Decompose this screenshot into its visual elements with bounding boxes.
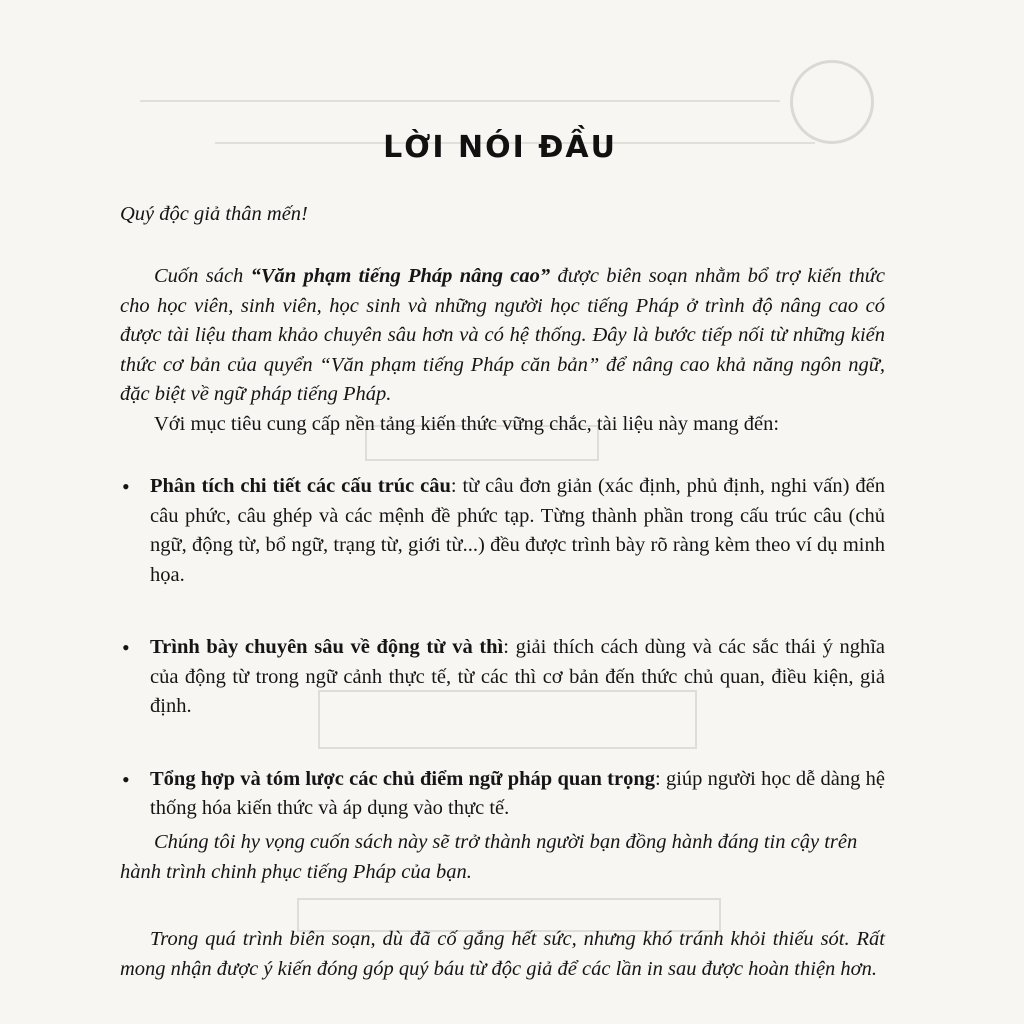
list-item-heading: Trình bày chuyên sâu về động từ và thì xyxy=(150,636,504,658)
list-item-heading: Phân tích chi tiết các cấu trúc câu xyxy=(150,475,451,497)
intro-paragraph xyxy=(120,262,885,410)
list-item-heading: Tổng hợp và tóm lược các chủ điểm ngữ pháp quan trọng xyxy=(150,767,655,790)
show-through-line xyxy=(140,100,780,102)
list-item-text: : từ câu đơn giản (xác định, phủ định, nghi vấn) đến câu phức, câu ghép và các mệnh đề phức tạp. Từng thành phần trong cấu trúc câu (chủ ngữ, động từ, bổ ngữ, trạng từ, giới từ...) đều được trình bày rõ ràng kèm theo ví dụ minh họa. xyxy=(150,475,885,586)
intro-rest: được biên soạn nhằm bổ trợ kiến thức cho học viên, sinh viên, học sinh và những người học tiếng Pháp ở trình độ nâng cao có được tài liệu tham khảo chuyên sâu hơn và có hệ thống. Đây là bước tiếp nối từ những kiến thức cơ bản của quyển “Văn phạm tiếng Pháp căn bản” để nâng cao khả năng ngôn ngữ, đặc biệt về ngữ pháp tiếng Pháp. xyxy=(120,265,886,405)
list-item xyxy=(120,472,885,590)
list-item-text: : giải thích cách dùng và các sắc thái ý nghĩa của động từ trong ngữ cảnh thực tế, từ các thì cơ bản đến thức chủ quan, điều kiện, giả định. xyxy=(150,636,885,717)
intro-book-title: “Văn phạm tiếng Pháp nâng cao” xyxy=(250,265,551,287)
greeting: Quý độc giả thân mến! xyxy=(120,203,308,225)
page-title: LỜI NÓI ĐẦU xyxy=(383,130,617,165)
goal-paragraph: Với mục tiêu cung cấp nền tảng kiến thức vững chắc, tài liệu này mang đến: xyxy=(154,413,780,435)
list-item-text: : giúp người học dễ dàng hệ thống hóa kiến thức và áp dụng vào thực tế. xyxy=(150,767,885,819)
closing-paragraph: Trong quá trình biên soạn, dù đã cố gắng hết sức, nhưng khó tránh khỏi thiếu sót. Rất mong nhận được ý kiến đóng góp quý báu từ độc giả để các lần in sau được hoàn thiện hơn. xyxy=(120,928,885,980)
intro-prefix: Cuốn sách xyxy=(154,265,251,287)
list-item xyxy=(120,765,885,824)
list-item xyxy=(120,633,885,722)
feature-list xyxy=(120,472,885,824)
outro-paragraph: Chúng tôi hy vọng cuốn sách này sẽ trở thành người bạn đồng hành đáng tin cậy trên hành trình chinh phục tiếng Pháp của bạn. xyxy=(120,831,858,883)
